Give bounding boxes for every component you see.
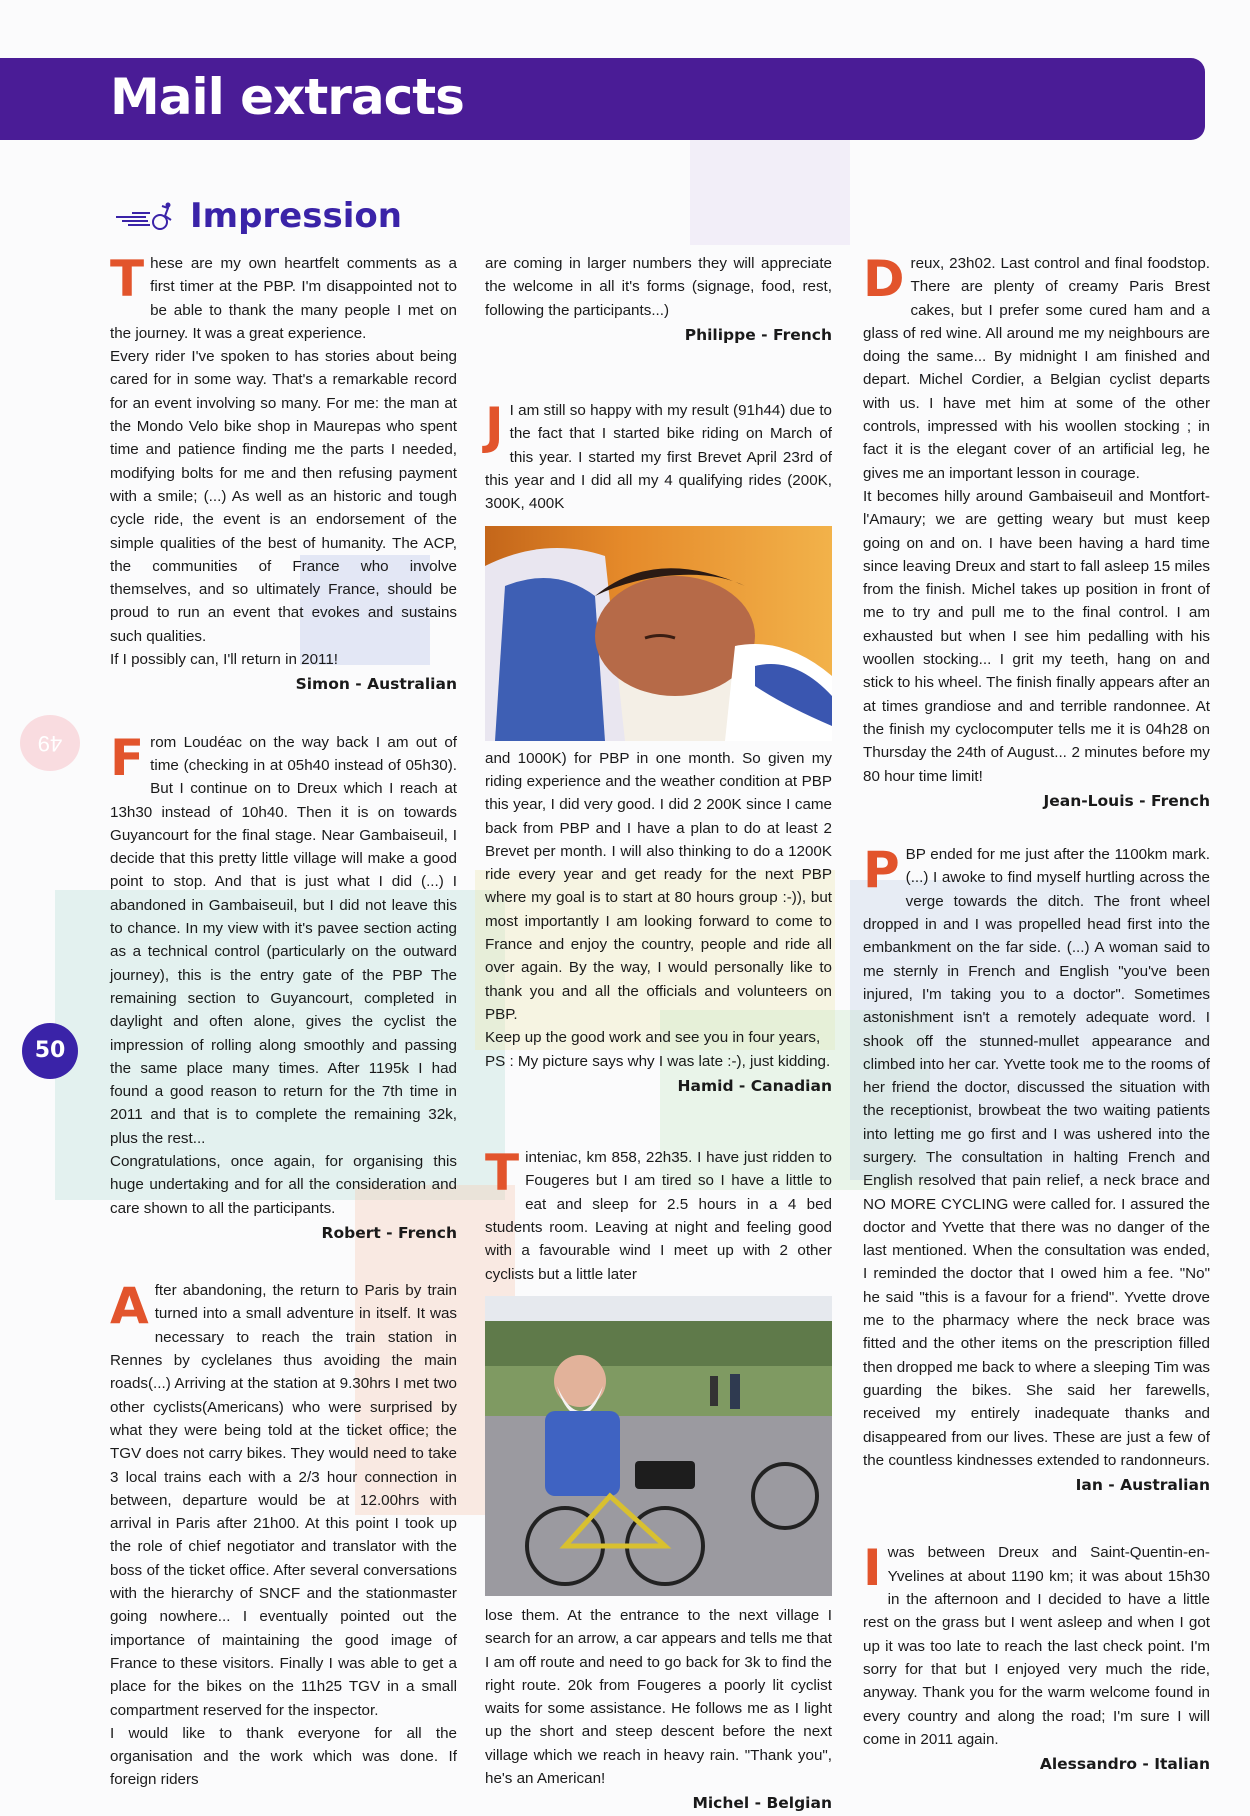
drop-cap: D bbox=[863, 250, 905, 308]
article-michel bbox=[485, 1146, 832, 1815]
drop-cap: T bbox=[485, 1144, 520, 1203]
article-text: I am still so happy with my result (91h44) due to the fact that I started bike riding on March of this year. I started my first Brevet April 23rd of this year and I did all my 4 qualifying rides (200K, 300K, 400K bbox=[485, 402, 832, 513]
author-signature: Jean-Louis - French bbox=[1043, 791, 1210, 810]
author-signature: Ian - Australian bbox=[1075, 1476, 1210, 1495]
page-number: 50 bbox=[22, 1023, 78, 1079]
drop-cap: F bbox=[110, 728, 145, 787]
article-hamid bbox=[485, 399, 832, 1098]
drop-cap: A bbox=[110, 1277, 149, 1336]
section-title: Impression bbox=[190, 196, 402, 236]
article-text: lose them. At the entrance to the next village I search for an arrow, a car appears and tells me that I am off route and need to go back for 3k to find the right route. 20k from Fougeres a poorly lit cyclist waits for some assistance. He follows me as I light up the short and steep descent before the next village which we reach in heavy rain. "Thank you", he's an American! bbox=[485, 1606, 832, 1787]
article-text: PS : My picture says why I was late :-), just kidding. bbox=[485, 1052, 831, 1070]
article-text: It becomes hilly around Gambaiseuil and Montfort-l'Amaury; we are getting weary but must keep going on and on. I have been having a hard time since leaving Dreux and start to fall asleep 15 miles from the finish. Michel takes up position in front of me to try and pull me to the final control. I am exhausted but when I see him pedalling with his woollen stocking... I grit my teeth, hang on and stick to his wheel. The finish finally appears after an at times grandiose and and terrible randonnee. At the finish my cyclocomputer tells me it is 04h28 on Thursday the 24th of August... 2 minutes before my 80 hour time limit! bbox=[863, 487, 1210, 785]
bearded-cyclist-illustration bbox=[485, 1296, 832, 1596]
author-signature: Hamid - Canadian bbox=[677, 1076, 832, 1095]
tint-panel-purple bbox=[690, 125, 850, 245]
article-text: fter abandoning, the return to Paris by train turned into a small adventure in itself. It was necessary to reach the train station in Rennes by cyclelanes thus avoiding the main roads(...) Arriving at the station at 9.30hrs I met two other cyclists(Americans) who were surprised by what they were being told at the ticket office; the TGV does not carry bikes. They would need to take 3 local trains each with a 2/3 hour connection in between, departure would be at 12.00hrs with arrival in Paris after 21h00. At this point I took up the role of chief negotiator and translator with the boss of the ticket office. After several conversations with the hierarchy of SNCF and the stationmaster going nowhere... I eventually pointed out the importance of maintaining the good image of France to these visitors. Finally I was able to get a place for the bikes on the 11h25 TGV in a small compartment reserved for the inspector. bbox=[110, 1282, 457, 1719]
drop-cap: T bbox=[110, 250, 145, 308]
article-ian bbox=[863, 843, 1210, 1497]
article-text: are coming in larger numbers they will appreciate the welcome in all it's forms (signage, food, rest, following the participants...) bbox=[485, 255, 832, 319]
drop-cap: P bbox=[863, 841, 900, 900]
article-text: was between Dreux and Saint-Quentin-en-Yvelines at about 1190 km; it was about 15h30 in the afternoon and I decided to have a little rest on the grass but I went asleep and when I got up it was too late to reach the last check point. I'm sorry for that but I enjoyed very much the ride, anyway. Thank you for the warm welcome found in every country and along the road; I'm sure I will come in 2011 again. bbox=[863, 1544, 1210, 1748]
article-text: hese are my own heartfelt comments as a first timer at the PBP. I'm disappointed not to be able to thank the many people I met on the journey. It was a great experience. bbox=[110, 255, 457, 342]
article-text: Every rider I've spoken to has stories about being cared for in some way. That's a remarkable record for an event involving so many. For me: the man at the Mondo Velo bike shop in Maurepas who spent time and patience finding me the parts I needed, modifying bolts for me and then refusing payment with a smile; (...) As well as an historic and tough cycle ride, the event is an endorsement of the simple qualities of the best of humanity. The ACP, the communities of France who involve themselves, and so ultimately France, should be proud to run an event that evokes and sustains such qualities. bbox=[110, 348, 457, 645]
drop-cap: J bbox=[485, 397, 504, 456]
section-heading bbox=[112, 196, 402, 236]
article-alessandro bbox=[863, 1541, 1210, 1776]
cyclist-speed-icon bbox=[112, 200, 184, 232]
column-1 bbox=[110, 252, 457, 1792]
header-banner bbox=[0, 58, 1205, 140]
page-title: Mail extracts bbox=[110, 68, 464, 126]
sleeping-rider-illustration bbox=[485, 526, 832, 741]
article-text: Keep up the good work and see you in four years, bbox=[485, 1029, 821, 1047]
article-text: Congratulations, once again, for organising this huge undertaking and for all the consideration and care shown to all the participants. bbox=[110, 1152, 457, 1217]
article-text: and 1000K) for PBP in one month. So given my riding experience and the weather condition at PBP this year, I did very good. I did 2 200K since I came back from PBP and I have a plan to do at least 2 Brevet per month. I will also thinking to do a 1200K ride every year and get ready for the next PBP where my goal is to start at 80 hours group :-)), but most importantly I am looking forward to come to France and enjoy the country, people and ride all over again. By the way, I would personally like to thank you and all the officials and volunteers on PBP. bbox=[485, 749, 832, 1023]
article-text: rom Loudéac on the way back I am out of time (checking in at 05h40 instead of 05h30). But I continue on to Dreux which I reach at 13h30 instead of 10h40. Then it is on towards Guyancourt for the final stage. Near Gambaiseuil, I decide that this pretty little village will make a good point to stop. And that is just what I did (...) I abandoned in Gambaiseuil, but I did not leave this to chance. In my view with it's pavee section acting as a technical control (particularly on the outward journey), this is the entry gate of the PBP The remaining section to Guyancourt, completed in daylight and often alone, gives the cyclist the impression of rolling along smoothly and passing the same place many times. After 1195k I had found a good reason to return for the 7th time in 2011 and that is to complete the remaining 32k, plus the rest... bbox=[110, 733, 457, 1147]
photo-bearded-cyclist bbox=[485, 1296, 832, 1596]
column-2 bbox=[485, 252, 832, 1816]
author-signature: Philippe - French bbox=[684, 325, 832, 344]
column-3 bbox=[863, 252, 1210, 1776]
ghost-page-number: 49 bbox=[20, 715, 80, 771]
author-signature: Simon - Australian bbox=[295, 675, 457, 694]
article-text: BP ended for me just after the 1100km mark. (...) I awoke to find myself hurtling across the verge towards the ditch. The front wheel dropped in and I was propelled head first into the embankment on the far side. (...) A woman said to me sternly in French and English "you've been injured, I'm taking you to a doctor". Sometimes astonishment isn't a remotely adequate word. I shook off the stunned-mullet appearance and climbed into her car. Yvette took me to the rooms of her friend the doctor, discussed the situation with the receptionist, browbeat the two waiting patients into letting me go first and I was ushered into the surgery. The consultation in halting French and English resolved that pain relief, a neck brace and NO MORE CYCLING were called for. I assured the doctor and Yvette that there was no danger of the last mentioned. When the consultation was ended, I reminded the doctor that I owed him a fee. "No" he said "this is a favour for a friend". Yvette drove me to the pharmacy where the neck brace was fitted and the other items on the prescription filled then dropped me back to where a sleeping Tim was guarding the bikes. She said her farewells, received my entirely inadequate thanks and disappeared from our lives. These are just a few of the countless kindnesses extended to randonneurs. bbox=[863, 846, 1211, 1469]
article-text: reux, 23h02. Last control and final foodstop. There are plenty of creamy Paris Brest cakes, but I prefer some cured ham and a glass of red wine. All around me my neighbours are doing the same... By midnight I am finished and depart. Michel Cordier, a Belgian cyclist departs with us. I have met him at some of the other controls, impressed with his woollen stocking ; in fact it is the elegant cover of an artificial leg, he gives me an important lesson in courage. bbox=[863, 255, 1210, 482]
author-signature: Robert - French bbox=[321, 1223, 457, 1242]
article-text: If I possibly can, I'll return in 2011! bbox=[110, 651, 339, 669]
article-text: inteniac, km 858, 22h35. I have just ridden to Fougeres but I am tired so I have a little to eat and sleep for 2.5 hours in a 4 bed students room. Leaving at night and feeling good with a favourable wind I meet up with 2 other cyclists but a little later bbox=[485, 1149, 832, 1283]
article-simon bbox=[110, 252, 457, 697]
drop-cap: I bbox=[863, 1539, 882, 1598]
author-signature: Michel - Belgian bbox=[692, 1794, 832, 1813]
article-robert bbox=[110, 728, 457, 1246]
author-signature: Alessandro - Italian bbox=[1039, 1755, 1210, 1774]
article-text: I would like to thank everyone for all the organisation and the work which was done. If foreign riders bbox=[110, 1724, 457, 1789]
article-philippe bbox=[110, 1279, 457, 1792]
article-jeanlouis bbox=[863, 252, 1210, 813]
photo-sleeping-rider bbox=[485, 526, 832, 741]
